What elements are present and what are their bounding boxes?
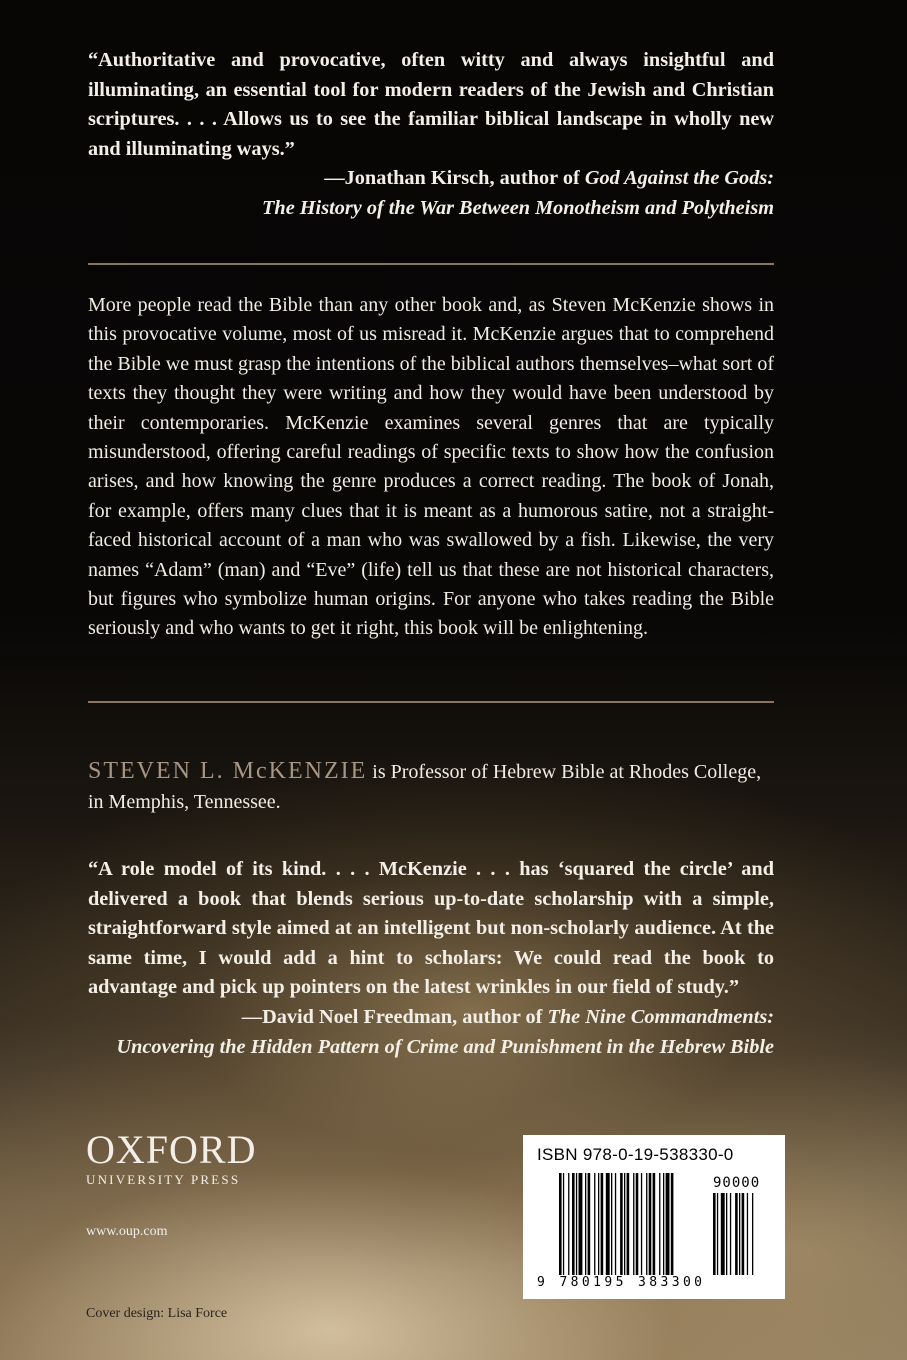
endorsement-quote-2 (88, 855, 774, 1062)
cover-design-credit: Cover design: Lisa Force (86, 1306, 228, 1321)
logo-sub: UNIVERSITY PRESS (86, 1172, 241, 1187)
publisher-url: www.oup.com (86, 1224, 168, 1239)
endorsement-quote-1 (88, 46, 774, 224)
quote-1-text: “Authoritative and provocative, often witty and always insightful and illuminating, an essential tool for modern readers of the Jewish and Christian scriptures. . . . Allows us to see the familiar biblical landscape in wholly new and illuminating ways.” (88, 49, 774, 160)
logo-main: OXFORD (86, 1127, 257, 1172)
quote-1-attribution: —Jonathan Kirsch, author of God Against the Gods: The History of the War Between Monotheism and Polytheism (262, 167, 774, 219)
author-name: STEVEN L. McKENZIE (88, 758, 368, 784)
divider-top (88, 263, 774, 265)
barcode-digits: 9 780195 383300 (537, 1275, 706, 1290)
quote-2-attribution: —David Noel Freedman, author of The Nine Commandments: Uncovering the Hidden Pattern of Crime and Punishment in the Hebrew Bible (116, 1005, 774, 1058)
price-code: 90000 (713, 1175, 761, 1191)
author-bio-text: is Professor of Hebrew Bible at Rhodes College, in Memphis, Tennessee. (88, 761, 762, 813)
isbn-label: ISBN 978-0-19-538330-0 (537, 1145, 734, 1164)
divider-middle (88, 701, 774, 703)
oxford-university-press-logo (86, 1127, 257, 1188)
author-bio (88, 756, 774, 817)
quote-2-text: “A role model of its kind. . . . McKenzie . . . has ‘squared the circle’ and delivered a book that blends serious up-to-date scholarship with a simple, straightforward style aimed at an intelligent but non-scholarly audience. At the same time, I would add a hint to scholars: We could read the book to advantage and pick up pointers on the latest wrinkles in our field of study.” (88, 858, 774, 999)
isbn-barcode-box (523, 1135, 785, 1299)
book-description: More people read the Bible than any other book and, as Steven McKenzie shows in this provocative volume, most of us misread it. McKenzie argues that to comprehend the Bible we must grasp the intentions of the biblical authors themselves–what sort of texts they thought they were writing and how they would have been understood by their contemporaries. McKenzie examines several genres that are typically misunderstood, offering careful readings of specific texts to show how the confusion arises, and how knowing the genre produces a correct reading. The book of Jonah, for example, offers many clues that it is meant as a humorous satire, not a straight-faced historical account of a man who was swallowed by a fish. Likewise, the very names “Adam” (man) and “Eve” (life) tell us that these are not historical characters, but figures who symbolize human origins. For anyone who takes reading the Bible seriously and who wants to get it right, this book will be enlightening. (88, 294, 774, 640)
